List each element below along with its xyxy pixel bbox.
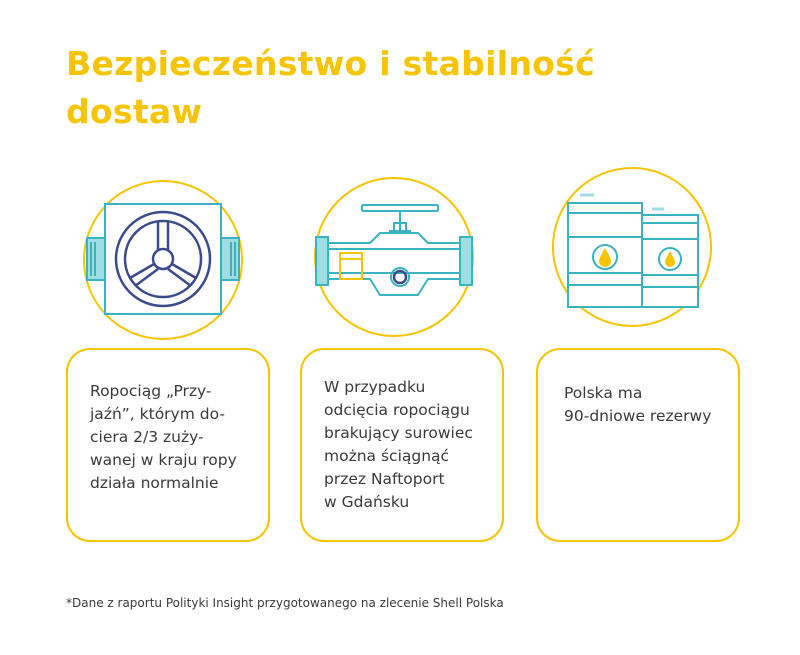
footnote: *Dane z raportu Polityki Insight przygotowanego na zlecenie Shell Polska bbox=[66, 596, 504, 610]
card-text-1: Ropociąg „Przy- jaźń”, którym do- ciera 2/3 zuży- wanej w kraju ropy działa normalnie bbox=[90, 382, 237, 492]
info-card-3 bbox=[536, 348, 740, 542]
pipeline-valve-icon bbox=[314, 177, 474, 337]
info-card-1 bbox=[66, 348, 270, 542]
card-text-3: Polska ma 90-dniowe rezerwy bbox=[564, 384, 712, 425]
steering-valve-icon bbox=[83, 180, 243, 340]
info-card-2 bbox=[300, 348, 504, 542]
card-text-2: W przypadku odcięcia ropociągu brakujący surowiec można ściągnąć przez Naftoport w Gdańsku bbox=[324, 378, 473, 511]
page-title: Bezpieczeństwo i stabilność dostaw bbox=[66, 44, 595, 131]
oil-barrels-icon bbox=[552, 167, 712, 327]
